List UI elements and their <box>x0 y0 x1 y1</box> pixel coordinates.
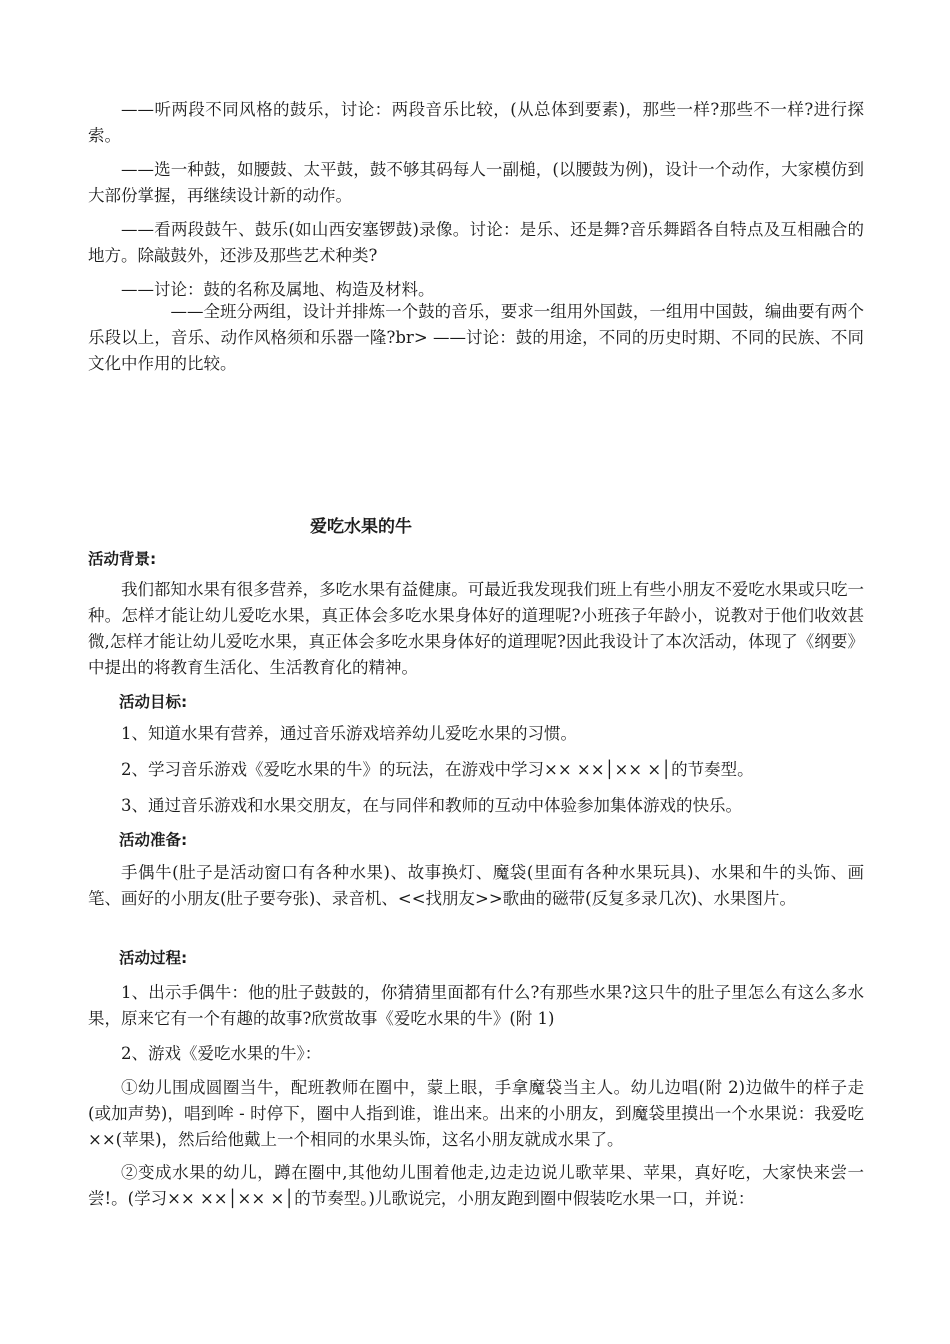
goal-item-1: 1、知道水果有营养，通过音乐游戏培养幼儿爱吃水果的习惯。 <box>121 724 577 743</box>
preparation-heading: 活动准备: <box>119 831 188 849</box>
process-step-2: 2、游戏《爱吃水果的牛》： <box>121 1044 322 1063</box>
goals-heading: 活动目标: <box>119 693 188 711</box>
paragraph-discuss-drum: ——讨论：鼓的名称及属地、构造及材料。 <box>121 280 435 299</box>
background-text: 我们都知水果有很多营养，多吃水果有益健康。可最近我发现我们班上有些小朋友不爱吃水果或只吃一种。怎样才能让幼儿爱吃水果，真正体会多吃水果身体好的道理呢?小班孩子年龄小，说教对于他们收效甚微,怎样才能让幼儿爱吃水果，真正体会多吃水果身体好的道理呢?因此我设计了本次活动，体现了《纲要》中提出的将教育生活化、生活教育化的精神。 <box>88 580 864 677</box>
process-step-2a: ①幼儿围成圆圈当牛，配班教师在圈中，蒙上眼，手拿魔袋当主人。幼儿边唱(附 2)边做牛的样子走(或加声势)，唱到哞 - 时停下，圈中人指到谁，谁出来。出来的小朋友，到魔袋里摸出一个水果说：我爱吃××(苹果)，然后给他戴上一个相同的水果头饰，这名小朋友就成水果了。 <box>88 1078 864 1149</box>
process-heading: 活动过程: <box>119 949 188 967</box>
paragraph-choose-drum: ——选一种鼓，如腰鼓、太平鼓，鼓不够其码每人一副槌，(以腰鼓为例)，设计一个动作，大家模仿到大部份掌握，再继续设计新的动作。 <box>88 160 864 205</box>
goal-item-2: 2、学习音乐游戏《爱吃水果的牛》的玩法，在游戏中学习×× ××│×× ×│的节奏型。 <box>121 760 754 779</box>
background-heading: 活动背景: <box>88 550 157 568</box>
preparation-text: 手偶牛(肚子是活动窗口有各种水果)、故事换灯、魔袋(里面有各种水果玩具)、水果和牛的头饰、画笔、画好的小朋友(肚子要夸张)、录音机、<<找朋友>>歌曲的磁带(反复多录几次)、水果图片。 <box>88 863 864 908</box>
paragraph-group-design: ——全班分两组，设计并排炼一个鼓的音乐，要求一组用外国鼓，一组用中国鼓，编曲要有两个乐段以上，音乐、动作风格须和乐器一隆?br> ——讨论：鼓的用途，不同的历史时期、不同的民族、不同文化中作用的比较。 <box>88 302 864 373</box>
paragraph-listen-drums: ——听两段不同风格的鼓乐，讨论：两段音乐比较，(从总体到要素)，那些一样?那些不一样?进行探索。 <box>88 100 864 145</box>
paragraph-watch-video: ——看两段鼓午、鼓乐(如山西安塞锣鼓)录像。讨论：是乐、还是舞?音乐舞蹈各自特点及互相融合的地方。除敲鼓外，还涉及那些艺术种类? <box>88 220 864 265</box>
process-step-2b: ②变成水果的幼儿，蹲在圈中,其他幼儿围着他走,边走边说儿歌苹果、苹果，真好吃，大家快来尝一尝!。(学习×× ××│×× ×│的节奏型。)儿歌说完，小朋友跑到圈中假装吃水果一口，并说： <box>88 1163 864 1208</box>
article-title: 爱吃水果的牛 <box>310 517 412 537</box>
goal-item-3: 3、通过音乐游戏和水果交朋友，在与同伴和教师的互动中体验参加集体游戏的快乐。 <box>121 796 742 815</box>
process-step-1: 1、出示手偶牛：他的肚子鼓鼓的，你猜猜里面都有什么?有那些水果?这只牛的肚子里怎么有这么多水果，原来它有一个有趣的故事?欣赏故事《爱吃水果的牛》(附 1) <box>88 983 864 1028</box>
